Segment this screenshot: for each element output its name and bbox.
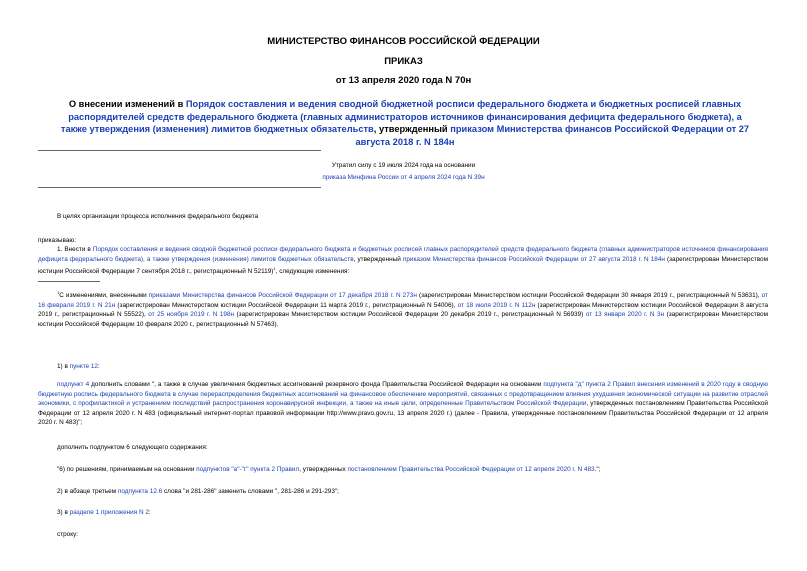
- document-date: от 13 апреля 2020 года N 70н: [335, 75, 472, 86]
- footnote-text: (зарегистрирован Министерством юстиции Российской Федерации 20 декабря 2019 г., регистрационный N 56939): [234, 311, 586, 319]
- footnote-link-3n[interactable]: от 13 января 2020 г. N 3н: [585, 311, 665, 319]
- footnote: [38, 288, 768, 330]
- subitem-1-link[interactable]: пункте 12: [69, 363, 98, 370]
- title-text: , утвержденный: [373, 124, 451, 134]
- footnote-link-21n[interactable]: от 16 февраля 2019 г. N 21н: [38, 292, 768, 309]
- rules-link[interactable]: подпункта "д" пункта 2 Правил внесения изменений в 2020 году в сводную бюджетную роспись федерального бюджета в случае перераспределения бюджетных ассигнований на финансовое обеспечение мероприятий, связанных с предотвращением влияния ухудшения экономической ситуации на развитие отраслей экономики, с профилактикой и устранением последствий распространения коронавирусной инфекции, а также на иные цели, определенные Правительством Российской Федерации: [38, 381, 768, 408]
- subitem-2-text: 2) в абзаце третьем: [57, 488, 118, 495]
- p1-text: , следующие изменения:: [275, 268, 350, 276]
- subitem-2-text: слова "и 281-286" заменить словами ", 281-286 и 291-293";: [162, 488, 339, 495]
- footnote-link-273n[interactable]: приказами Министерства финансов Российской Федерации от 17 декабря 2018 г. N 273н: [148, 292, 417, 300]
- paragraph-1: [38, 245, 768, 277]
- subitem-3-link[interactable]: разделе 1 приложения N 2: [69, 509, 149, 516]
- subitem-1-text: :: [98, 363, 100, 370]
- title-link-order[interactable]: приказом Министерства финансов Российской Федерации от 27 августа 2018 г. N 184н: [355, 124, 750, 147]
- subpoint-4-paragraph: [38, 380, 768, 428]
- p1-link-procedure[interactable]: Порядок составления и ведения сводной бюджетной росписи федерального бюджета и бюджетных росписей главных распорядителей средств федерального бюджета (главных администраторов источников финансирования дефицита федерального бюджета), а также утверждения (изменения) лимитов бюджетных обязательств: [38, 246, 768, 263]
- footnote-text: (зарегистрирован Министерством юстиции Российской Федерации 11 марта 2019 г., регистрационный N 54006),: [115, 301, 458, 309]
- document-type: ПРИКАЗ: [384, 56, 423, 67]
- p1-text: , утвержденный: [353, 255, 403, 263]
- quote-text: , утвержденных: [299, 466, 348, 473]
- purpose-text: В целях организации процесса исполнения федерального бюджета: [57, 213, 259, 220]
- title-link-procedure[interactable]: Порядок составления и ведения сводной бюджетной росписи федерального бюджета и бюджетных росписей главных распорядителей средств федерального бюджета (главных администраторов источников финансирования дефицита федерального бюджета), а также утверждения (изменения) лимитов бюджетных обязательств: [60, 99, 742, 134]
- subitem-1-text: 1) в: [57, 363, 70, 370]
- order-text: приказываю:: [38, 237, 76, 244]
- divider: [38, 150, 321, 151]
- subitem-1: [57, 362, 100, 372]
- subitem-2: [57, 487, 339, 497]
- footnote-link-112n[interactable]: от 18 июля 2019 г. N 112н: [457, 301, 536, 309]
- divider: [38, 187, 321, 188]
- quote-text: .";: [594, 466, 601, 473]
- footnote-text: (зарегистрирован Министерством юстиции Российской Федерации 10 февраля 2020 г., регистрационный N 57463).: [38, 311, 768, 328]
- subitem-3: [57, 508, 151, 518]
- ministry-heading: МИНИСТЕРСТВО ФИНАНСОВ РОССИЙСКОЙ ФЕДЕРАЦИИ: [267, 36, 540, 47]
- footnote-marker: 1: [273, 266, 276, 272]
- footnote-divider: [38, 281, 100, 282]
- subitem-3-text: :: [148, 509, 151, 516]
- p1-text: 1. Внести в: [57, 246, 93, 253]
- footnote-text: С изменениями, внесенными: [59, 292, 149, 300]
- footnote-text: (зарегистрирован Министерством юстиции Российской Федерации 30 января 2019 г., регистрационный N 53631),: [416, 292, 762, 300]
- footnote-link-198n[interactable]: от 25 ноября 2019 г. N 198н: [148, 311, 235, 319]
- subitem-3-text: 3) в: [57, 509, 70, 516]
- footnote-text: (зарегистрирован Министерством юстиции Российской Федерации 8 августа 2019 г., регистрационный N 55522),: [38, 301, 768, 319]
- subpoint-4-text: , утвержденных постановлением Правительства Российской Федерации от 12 апреля 2020 г. N 483 (официальный интернет-портал правовой информации http://www.pravo.gov.ru, 13 апреля 2020 г.) (далее - Правила, утвержденные постановлением Правительства Российской Федерации от 12 апреля 2020 г. N 483)";: [38, 400, 768, 427]
- quote-link-resolution[interactable]: постановлением Правительства Российской Федерации от 12 апреля 2020 г. N 483: [347, 466, 595, 473]
- subitem-2-link[interactable]: подпункта 12.6: [117, 488, 163, 495]
- p1-text: (зарегистрирован Министерством юстиции Российской Федерации 7 сентября 2018 г., регистрационный N 52119): [38, 255, 768, 276]
- notice-link[interactable]: приказа Минфина России от 4 апреля 2024 года N 39н: [322, 174, 485, 181]
- quote-link-rules[interactable]: подпунктов "а"-"г" пункта 2 Правил: [196, 466, 300, 473]
- p1-link-order[interactable]: приказом Министерства финансов Российской Федерации от 27 августа 2018 г. N 184н: [402, 255, 665, 263]
- row-label: строку:: [57, 531, 79, 538]
- footnote-number: 1: [57, 290, 60, 295]
- add-subpoint-6: дополнить подпунктом 6 следующего содержания:: [57, 444, 208, 451]
- document-title: [60, 98, 750, 148]
- quote-text: "6) по решениям, принимаемым на основании: [57, 466, 197, 473]
- notice-text: Утратил силу с 19 июля 2024 года на основании: [331, 162, 476, 169]
- title-text: О внесении изменений в: [68, 99, 186, 109]
- status-notice: [0, 160, 807, 184]
- subpoint-4-link[interactable]: подпункт 4: [57, 381, 90, 388]
- subpoint-4-text: дополнить словами ", а также в случае увеличения бюджетных ассигнований резервного фонда Правительства Российской Федерации на основании: [89, 381, 544, 388]
- quote-subpoint-6: [57, 465, 600, 475]
